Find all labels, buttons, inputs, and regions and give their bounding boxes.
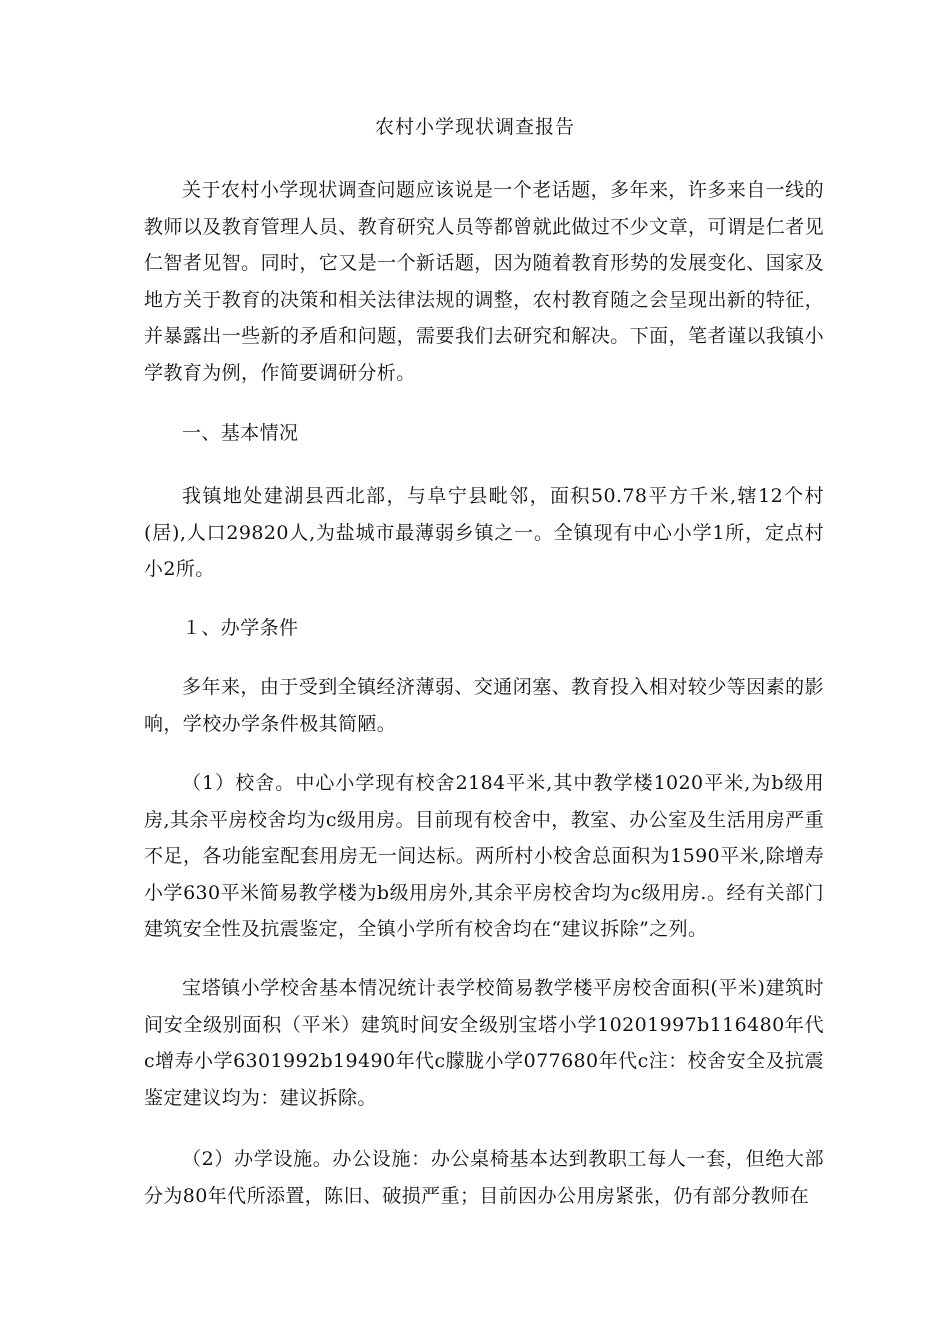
document-title: 农村小学现状调查报告 bbox=[374, 116, 575, 138]
subsection-heading-school-conditions: １、办学条件 bbox=[182, 617, 299, 639]
school-facilities-paragraph: （2）办学设施。办公设施：办公桌椅基本达到教职工每人一套，但绝大部分为80年代所添置，陈旧、破损严重；目前因办公用房紧张，仍有部分教师在 bbox=[144, 1148, 824, 1207]
section1-paragraph: 我镇地处建湖县西北部，与阜宁县毗邻，面积50.78平方千米,辖12个村(居),人口29820人,为盐城市最薄弱乡镇之一。全镇现有中心小学1所，定点村小2所。 bbox=[144, 485, 824, 580]
buildings-table-text-paragraph: 宝塔镇小学校舍基本情况统计表学校简易教学楼平房校舍面积(平米)建筑时间安全级别面积（平米）建筑时间安全级别宝塔小学10201997b116480年代c增寿小学6301992b19490年代c朦胧小学077680年代c注：校舍安全及抗震鉴定建议均为：建议拆除。 bbox=[144, 977, 824, 1109]
school-buildings-paragraph: （1）校舍。中心小学现有校舍2184平米,其中教学楼1020平米,为b级用房,其余平房校舍均为c级用房。目前现有校舍中，教室、办公室及生活用房严重不足，各功能室配套用房无一间达标。两所村小校舍总面积为1590平米,除增寿小学630平米简易教学楼为b级用房外,其余平房校舍均为c级用房.。经有关部门建筑安全性及抗震鉴定，全镇小学所有校舍均在“建议拆除”之列。 bbox=[144, 772, 824, 940]
intro-paragraph: 关于农村小学现状调查问题应该说是一个老话题，多年来，许多来自一线的教师以及教育管理人员、教育研究人员等都曾就此做过不少文章，可谓是仁者见仁智者见智。同时，它又是一个新话题，因为随着教育形势的发展变化、国家及地方关于教育的决策和相关法律法规的调整，农村教育随之会呈现出新的特征，并暴露出一些新的矛盾和问题，需要我们去研究和解决。下面，笔者谨以我镇小学教育为例，作简要调研分析。 bbox=[144, 179, 824, 384]
section-heading-basic-situation: 一、基本情况 bbox=[182, 422, 299, 444]
school-conditions-paragraph: 多年来，由于受到全镇经济薄弱、交通闭塞、教育投入相对较少等因素的影响，学校办学条件极其简陋。 bbox=[144, 676, 824, 735]
